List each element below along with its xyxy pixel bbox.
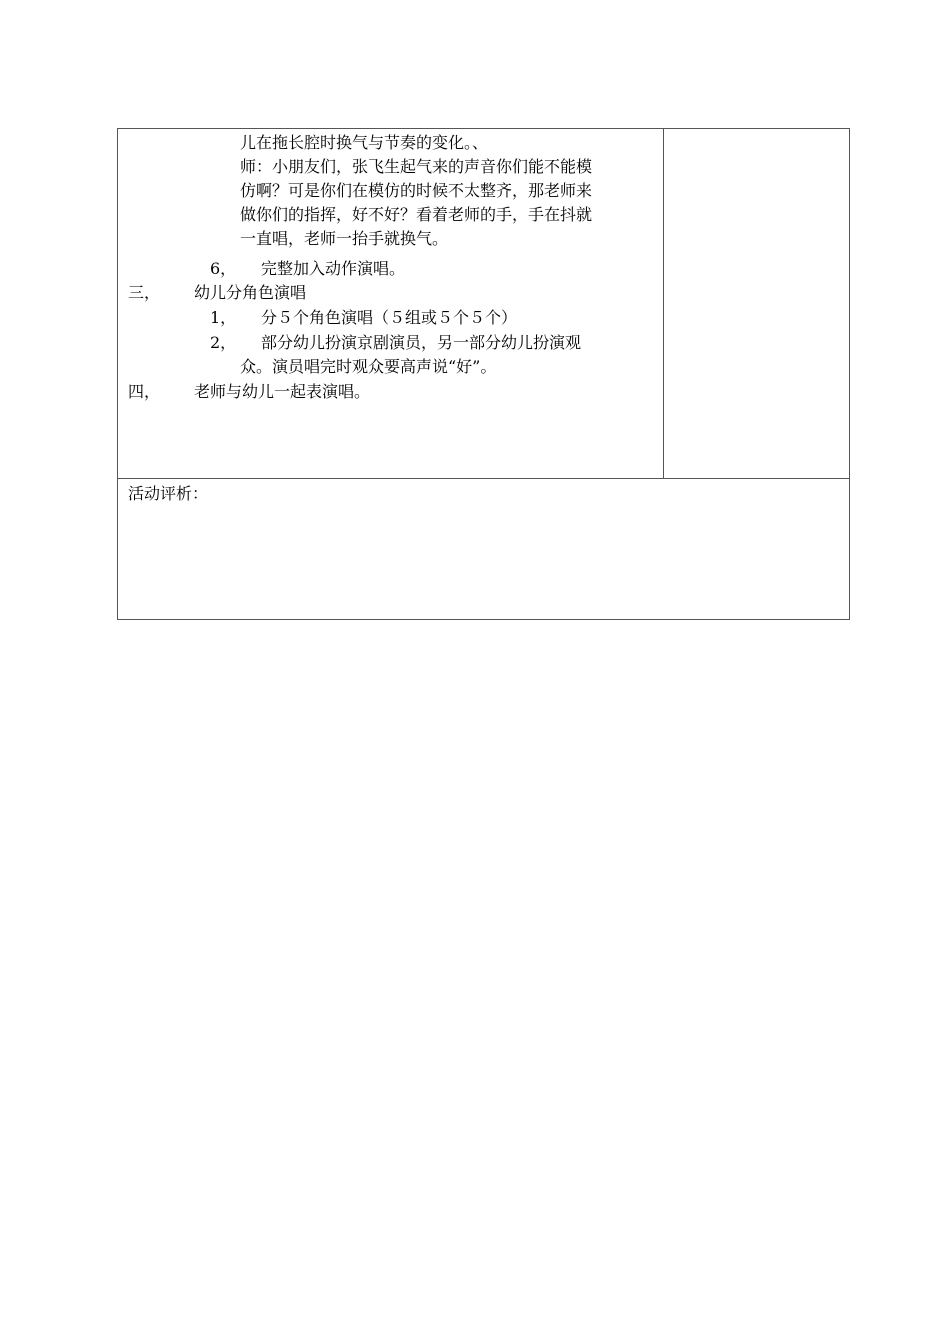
evaluation-label: 活动评析： (128, 484, 209, 503)
teacher-line-3: 做你们的指挥，好不好？看着老师的手，手在抖就 (240, 205, 593, 224)
sub-item-2-text-2: 众。演员唱完时观众要高声说“好”。 (240, 357, 497, 376)
teacher-line-1: 师：小朋友们，张飞生起气来的声音你们能不能模 (240, 157, 593, 176)
section-3-title: 幼儿分角色演唱 (194, 283, 307, 302)
continuation-line: 儿在拖长腔时换气与节奏的变化。、 (240, 133, 489, 152)
notes-cell (664, 129, 849, 478)
section-4-title: 老师与幼儿一起表演唱。 (194, 382, 371, 401)
process-content-cell (118, 129, 664, 478)
sub-item-1-number: 1， (210, 308, 237, 327)
sub-item-2-text-1: 部分幼儿扮演京剧演员，另一部分幼儿扮演观 (261, 333, 582, 352)
teacher-line-2: 仿啊？可是你们在模仿的时候不太整齐，那老师来 (240, 181, 593, 200)
section-3-number: 三， (128, 283, 161, 302)
process-row (118, 129, 849, 479)
lesson-plan-table (117, 128, 850, 620)
sub-item-1-text: 分５个角色演唱（５组或５个５个） (261, 308, 518, 327)
section-4-number: 四， (128, 382, 161, 401)
evaluation-row (118, 479, 849, 620)
sub-item-2-number: 2， (210, 333, 237, 352)
step-6-text: 完整加入动作演唱。 (261, 259, 406, 278)
step-6-number: 6， (210, 259, 237, 278)
teacher-line-4: 一直唱，老师一抬手就换气。 (240, 229, 449, 248)
